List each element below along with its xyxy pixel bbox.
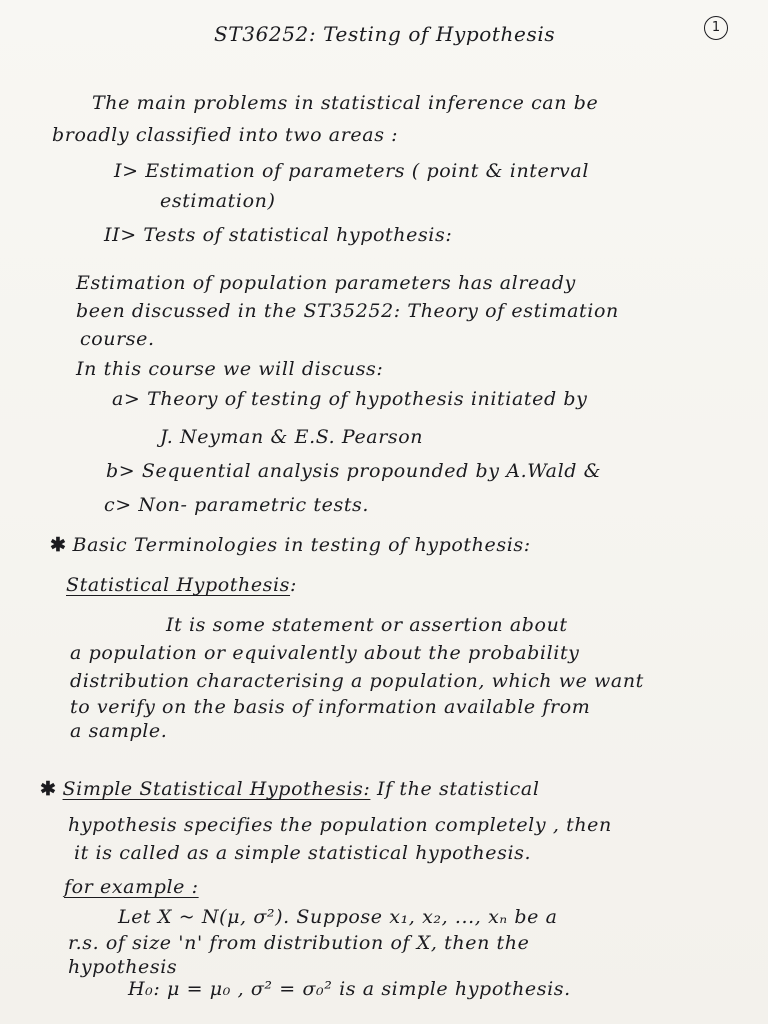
example-line-4: H₀: μ = μ₀ , σ² = σ₀² is a simple hypothesis.	[128, 978, 571, 1000]
intro-item-2: II> Tests of statistical hypothesis:	[104, 224, 453, 246]
asterisk-icon: ✱	[40, 778, 57, 800]
estimation-line-2: been discussed in the ST35252: Theory of estimation	[76, 300, 619, 322]
course-item-b: b> Sequential analysis propounded by A.Wald &	[106, 460, 602, 482]
intro-line-1: The main problems in statistical inference can be	[92, 92, 599, 114]
asterisk-icon: ✱	[50, 534, 67, 556]
intro-line-2: broadly classified into two areas :	[52, 124, 399, 146]
definition-line-4: to verify on the basis of information available from	[70, 696, 591, 718]
definition-line-1: It is some statement or assertion about	[166, 614, 568, 636]
page-title: ST36252: Testing of Hypothesis	[214, 22, 556, 46]
definition-line-5: a sample.	[70, 720, 168, 742]
simple-hypothesis-line-3: it is called as a simple statistical hypothesis.	[74, 842, 532, 864]
example-line-3: hypothesis	[68, 956, 178, 978]
terminology-heading-text: Basic Terminologies in testing of hypothesis:	[72, 534, 531, 556]
example-label: for example :	[64, 876, 199, 898]
statistical-hypothesis-label: Statistical Hypothesis	[66, 574, 291, 596]
statistical-hypothesis-heading	[66, 574, 297, 596]
page-number-badge: 1	[704, 16, 728, 40]
statistical-hypothesis-colon: :	[290, 574, 298, 596]
simple-hypothesis-heading: Simple Statistical Hypothesis:	[62, 778, 371, 800]
course-item-a1: a> Theory of testing of hypothesis initiated by	[112, 388, 588, 410]
simple-hypothesis-line-2: hypothesis specifies the population completely , then	[68, 814, 612, 836]
definition-line-2: a population or equivalently about the probability	[70, 642, 580, 664]
example-line-1: Let X ~ N(μ, σ²). Suppose x₁, x₂, ..., xₙ be a	[118, 906, 558, 928]
course-item-a2: J. Neyman & E.S. Pearson	[160, 426, 424, 448]
definition-line-3: distribution characterising a population, which we want	[70, 670, 644, 692]
simple-hypothesis-line-1	[40, 778, 540, 800]
intro-item-1a: I> Estimation of parameters ( point & interval	[114, 160, 589, 182]
simple-hypothesis-line-1-rest: If the statistical	[377, 778, 540, 800]
example-line-2: r.s. of size 'n' from distribution of X, then the	[68, 932, 530, 954]
estimation-line-1: Estimation of population parameters has already	[76, 272, 576, 294]
course-item-c: c> Non- parametric tests.	[104, 494, 370, 516]
terminology-heading	[50, 534, 531, 556]
course-lead: In this course we will discuss:	[76, 358, 384, 380]
estimation-line-3: course.	[80, 328, 155, 350]
intro-item-1b: estimation)	[160, 190, 276, 212]
